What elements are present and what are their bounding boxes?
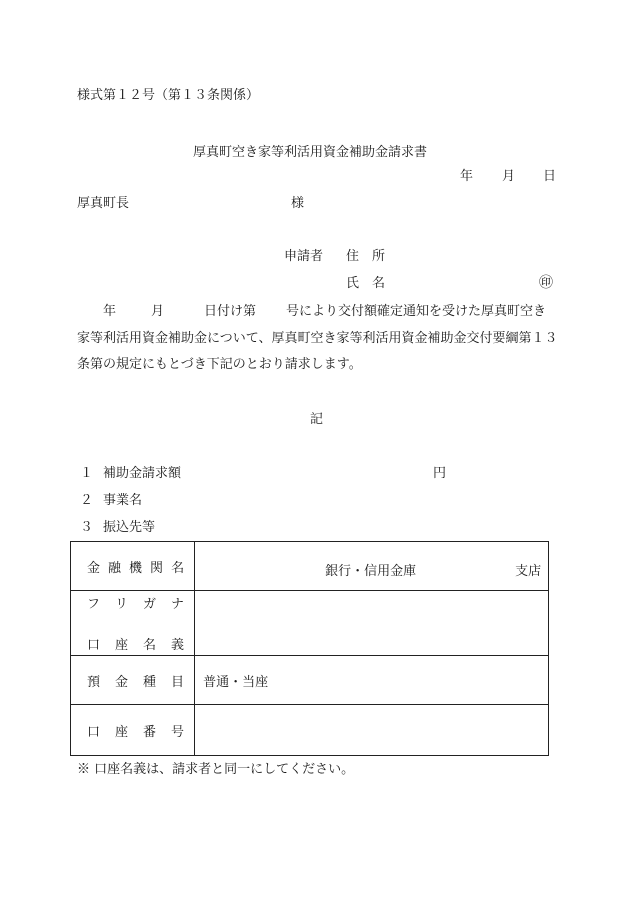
account-number-label <box>71 705 195 756</box>
date-month: 月 <box>502 169 516 184</box>
item-1-num: １ <box>80 466 94 481</box>
account-name-label <box>71 591 195 656</box>
bank-type-text: 銀行・信用金庫 <box>325 564 417 579</box>
note: ※ 口座名義は、請求者と同一にしてください。 <box>77 762 355 777</box>
bank-transfer-table <box>70 541 549 756</box>
item-1-unit: 円 <box>433 466 447 481</box>
item-3-label: 振込先等 <box>103 520 156 535</box>
label-char: 口 <box>87 724 101 740</box>
label-char: 名 <box>171 560 185 576</box>
form-number: 様式第１２号（第１３条関係） <box>77 88 260 103</box>
label-char: 預 <box>87 674 101 690</box>
document-title: 厚真町空き家等利活用資金補助金請求書 <box>193 145 428 160</box>
body-line2: 家等利活用資金補助金について、厚真町空き家等利活用資金補助金交付要綱第１３ <box>77 331 558 346</box>
label-char: 関 <box>150 560 164 576</box>
account-number-value[interactable] <box>195 705 549 756</box>
date-day: 日 <box>543 169 557 184</box>
label-char: 番 <box>143 724 157 740</box>
label-char: ガ <box>143 597 157 612</box>
body-line1-rest: 号により交付額確定通知を受けた厚真町空き <box>286 304 547 319</box>
label-char: リ <box>115 597 129 612</box>
item-2-num: ２ <box>80 493 94 508</box>
body-date-no: 日付け第 <box>204 304 257 319</box>
addressee-honorific: 様 <box>291 196 305 211</box>
applicant-label: 申請者 <box>284 249 324 264</box>
table-row <box>71 591 549 656</box>
label-char: 号 <box>171 724 185 740</box>
deposit-type-value[interactable] <box>195 656 549 705</box>
seal-mark: ㊞ <box>539 275 553 291</box>
label-char: 座 <box>115 724 129 740</box>
deposit-type-text: 普通・当座 <box>203 674 269 690</box>
label-char: 種 <box>143 674 157 690</box>
addressee-name: 厚真町長 <box>77 196 130 211</box>
table-row <box>71 656 549 705</box>
label-char: 名 <box>143 638 157 653</box>
deposit-type-label <box>71 656 195 705</box>
applicant-address-label: 住 所 <box>346 249 386 264</box>
label-char: 融 <box>108 560 122 576</box>
date-year: 年 <box>460 169 474 184</box>
ki-heading: 記 <box>310 412 324 427</box>
label-char: 目 <box>171 674 185 690</box>
table-row <box>71 705 549 756</box>
bank-name-value[interactable] <box>195 542 549 591</box>
label-char: 口 <box>87 638 101 653</box>
label-char: 座 <box>115 638 129 653</box>
label-char: 機 <box>129 560 143 576</box>
account-name-value[interactable] <box>195 591 549 656</box>
label-char: 義 <box>171 638 185 653</box>
body-month: 月 <box>151 304 165 319</box>
body-line3: 条第の規定にもとづき下記のとおり請求します。 <box>77 357 362 372</box>
item-1-label: 補助金請求額 <box>103 466 182 481</box>
applicant-name-label: 氏 名 <box>346 276 386 291</box>
item-2-label: 事業名 <box>103 493 143 508</box>
label-char: フ <box>87 597 101 612</box>
label-char: 金 <box>115 674 129 690</box>
body-year: 年 <box>103 304 117 319</box>
table-row <box>71 542 549 591</box>
bank-name-label <box>71 542 195 591</box>
item-3-num: ３ <box>80 520 94 535</box>
label-char: ナ <box>171 597 185 612</box>
label-char: 金 <box>87 560 101 576</box>
branch-text: 支店 <box>515 564 542 579</box>
